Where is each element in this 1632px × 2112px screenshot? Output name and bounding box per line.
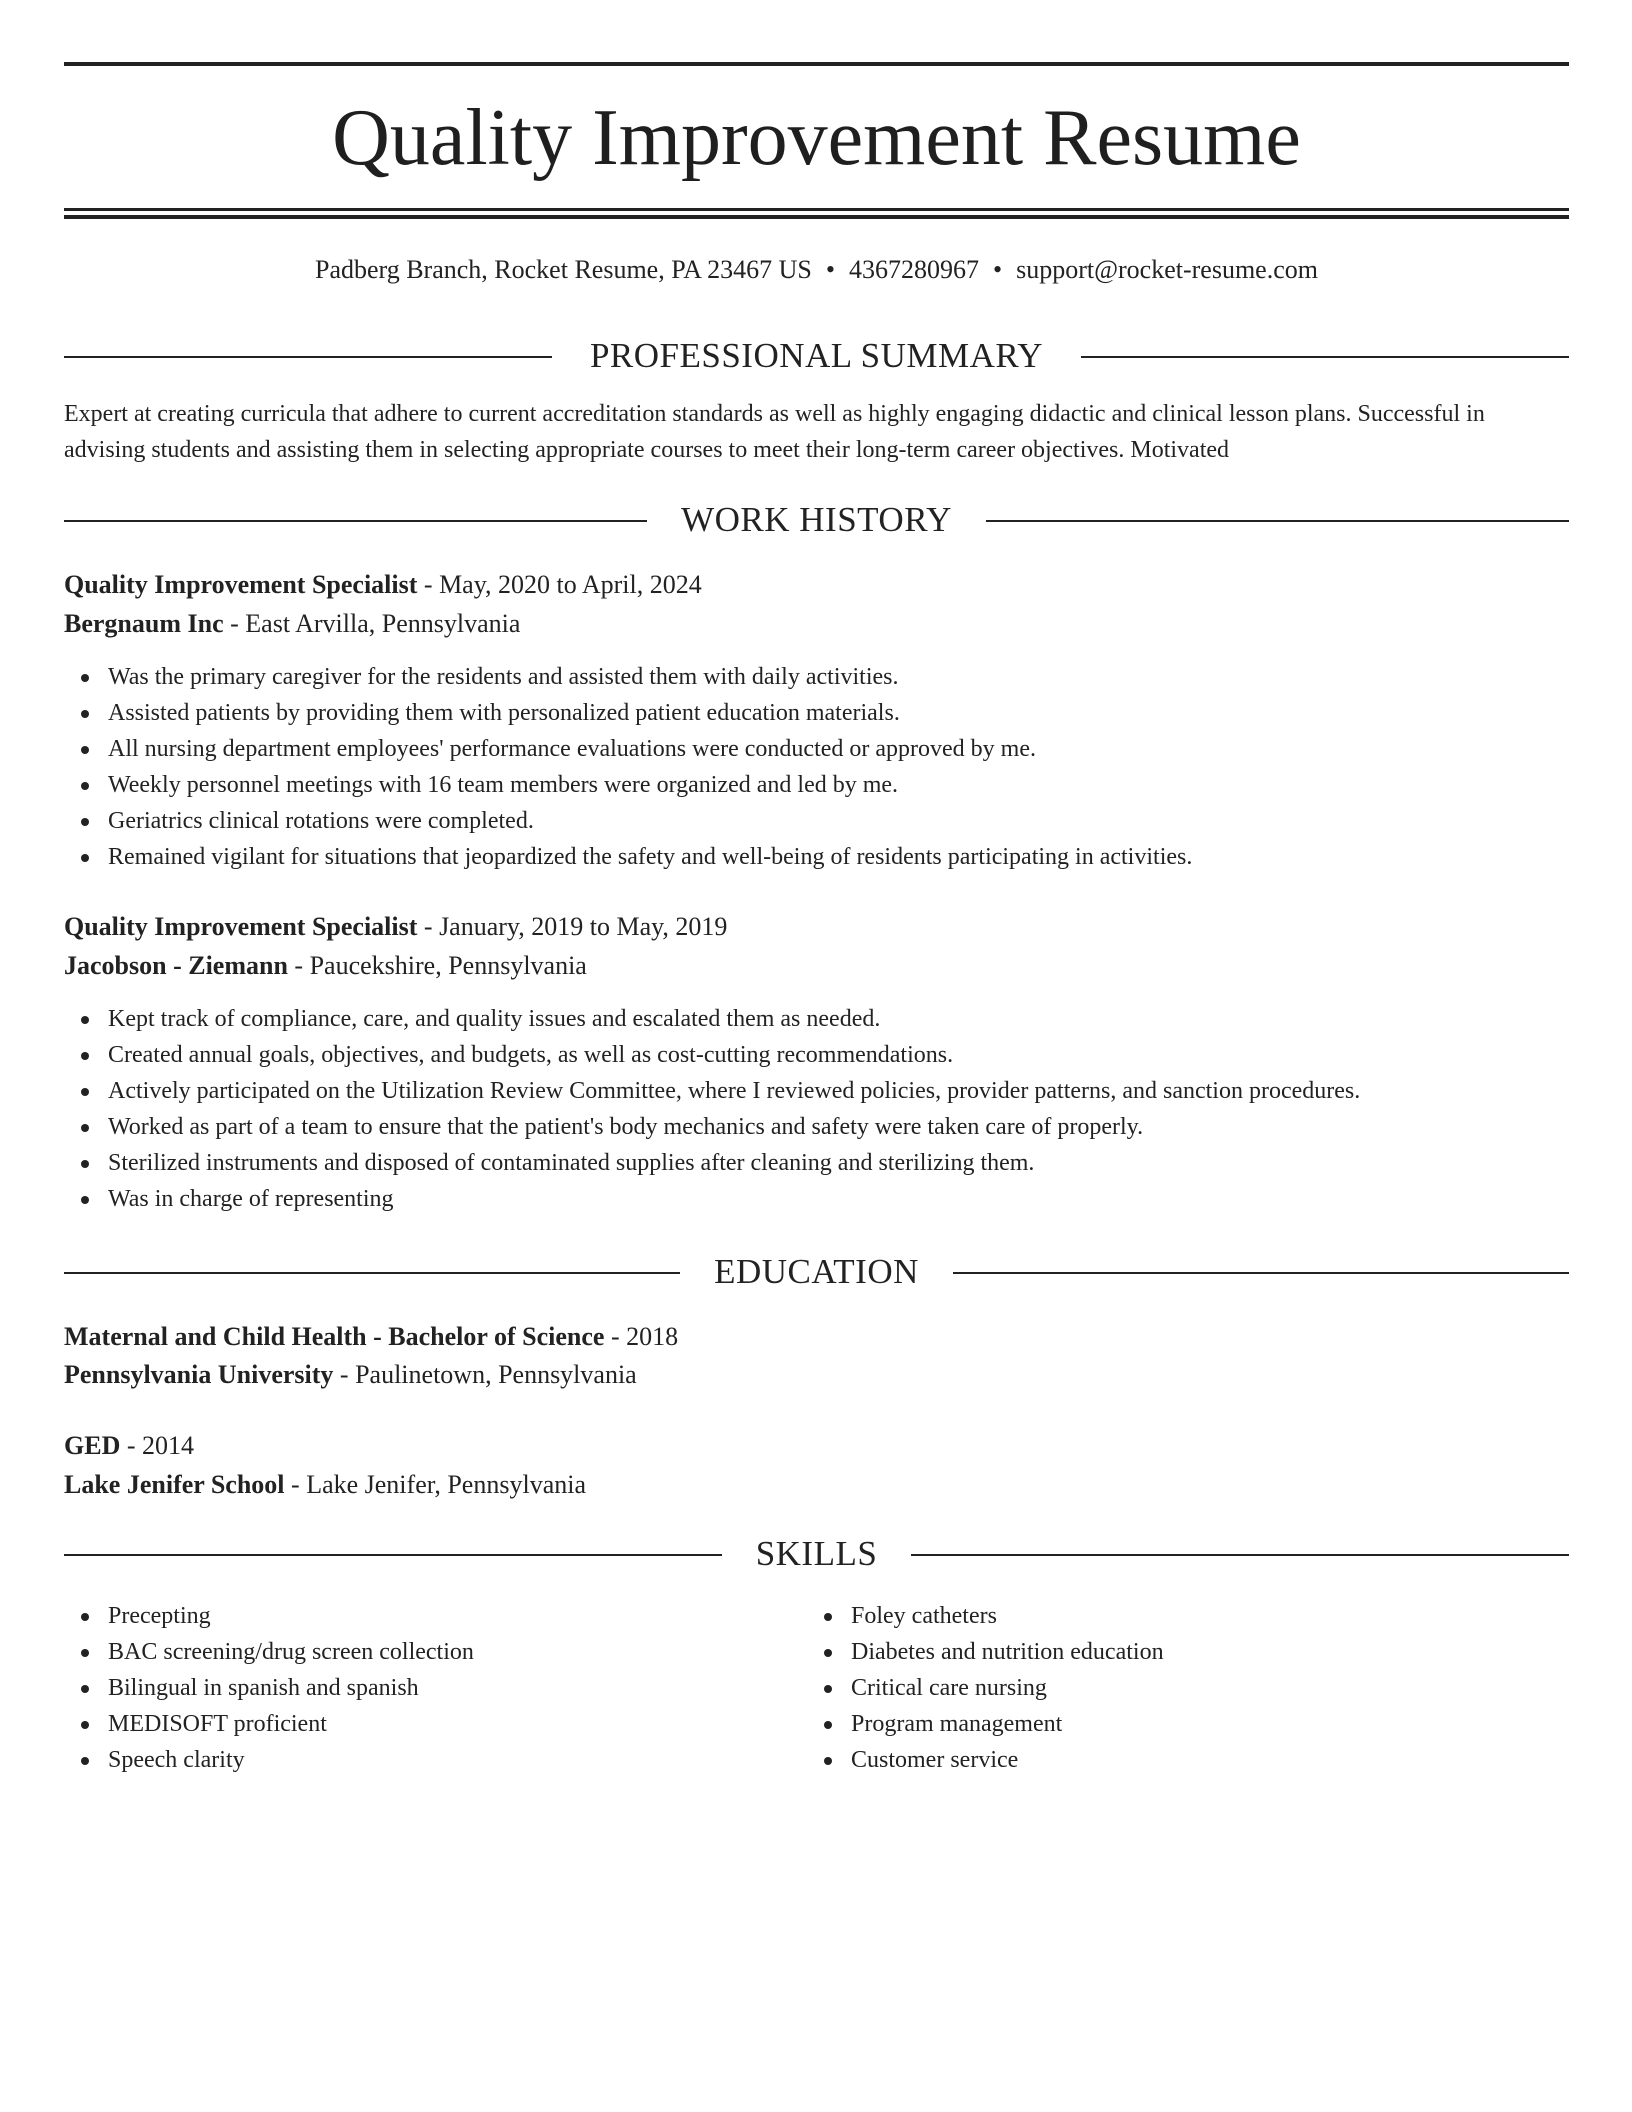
skills-list-right: [807, 1598, 1164, 1778]
bullet-dot: [81, 1649, 89, 1657]
bullet-dot: [81, 1124, 89, 1132]
bullet-dot: [81, 1160, 89, 1168]
bullet-dot: [81, 1721, 89, 1729]
job-bullets: [64, 1001, 1360, 1217]
list-item: Worked as part of a team to ensure that the patient's body mechanics and safety were taken care of properly.: [64, 1109, 1360, 1145]
education-school-line: [64, 1356, 637, 1394]
job-title-line: [64, 908, 727, 946]
list-item: Created annual goals, objectives, and budgets, as well as cost-cutting recommendations.: [64, 1037, 1360, 1073]
bullet-dot: [81, 1613, 89, 1621]
section-title: PROFESSIONAL SUMMARY: [589, 336, 1044, 375]
list-item: Bilingual in spanish and spanish: [64, 1670, 474, 1706]
education-year: - 2018: [604, 1322, 679, 1351]
education-location: - Paulinetown, Pennsylvania: [333, 1360, 637, 1389]
page-title: Quality Improvement Resume: [332, 94, 1301, 182]
list-item: Diabetes and nutrition education: [807, 1634, 1164, 1670]
title-rule-bottom-thick: [64, 215, 1569, 219]
job-company: Jacobson - Ziemann: [64, 951, 288, 980]
list-item: Geriatrics clinical rotations were completed.: [64, 803, 1192, 839]
contact-address: Padberg Branch, Rocket Resume, PA 23467 US: [314, 255, 812, 284]
bullet-dot: [81, 1088, 89, 1096]
section-title: WORK HISTORY: [681, 500, 952, 539]
contact-line: [64, 252, 1569, 288]
bullet-dot: [81, 1757, 89, 1765]
bullet-dot: [81, 710, 89, 718]
list-item: Precepting: [64, 1598, 474, 1634]
list-item: Speech clarity: [64, 1742, 474, 1778]
list-item: Assisted patients by providing them with personalized patient education materials.: [64, 695, 1192, 731]
bullet-dot: [81, 1196, 89, 1204]
job-title-line: [64, 566, 702, 604]
title-rule-top: [64, 62, 1569, 66]
bullet-dot: [81, 674, 89, 682]
bullet-dot: [81, 854, 89, 862]
list-item: Kept track of compliance, care, and quality issues and escalated them as needed.: [64, 1001, 1360, 1037]
title-rule-bottom-thin: [64, 208, 1569, 211]
bullet-dot: [81, 782, 89, 790]
job-company: Bergnaum Inc: [64, 609, 224, 638]
education-year: - 2014: [120, 1431, 195, 1460]
section-heading-summary: [64, 333, 1569, 379]
job-dates: - January, 2019 to May, 2019: [417, 912, 728, 941]
list-item: Sterilized instruments and disposed of contaminated supplies after cleaning and sterilizing them.: [64, 1145, 1360, 1181]
list-item: Was the primary caregiver for the residents and assisted them with daily activities.: [64, 659, 1192, 695]
list-item: Remained vigilant for situations that jeopardized the safety and well-being of residents participating in activities.: [64, 839, 1192, 875]
bullet-dot: [81, 1685, 89, 1693]
list-item: Critical care nursing: [807, 1670, 1164, 1706]
section-heading-skills: [64, 1531, 1569, 1577]
bullet-dot: [824, 1757, 832, 1765]
list-item: Customer service: [807, 1742, 1164, 1778]
bullet-dot: [824, 1721, 832, 1729]
education-school: Pennsylvania University: [64, 1360, 334, 1389]
education-school-line: [64, 1466, 586, 1504]
contact-separator: •: [825, 255, 835, 284]
list-item: BAC screening/drug screen collection: [64, 1634, 474, 1670]
section-heading-work: [64, 497, 1569, 543]
job-bullets: [64, 659, 1192, 875]
education-degree-line: [64, 1318, 678, 1356]
list-item: Actively participated on the Utilization Review Committee, where I reviewed policies, provider patterns, and sanction procedures.: [64, 1073, 1360, 1109]
bullet-dot: [824, 1649, 832, 1657]
list-item: All nursing department employees' performance evaluations were conducted or approved by me.: [64, 731, 1192, 767]
education-degree: Maternal and Child Health - Bachelor of Science: [64, 1322, 605, 1351]
job-company-line: [64, 605, 520, 643]
bullet-dot: [81, 1052, 89, 1060]
section-title: EDUCATION: [714, 1252, 919, 1291]
job-company-line: [64, 947, 587, 985]
education-location: - Lake Jenifer, Pennsylvania: [284, 1470, 586, 1499]
job-location: - East Arvilla, Pennsylvania: [223, 609, 521, 638]
job-title: Quality Improvement Specialist: [64, 912, 418, 941]
bullet-dot: [81, 746, 89, 754]
bullet-dot: [824, 1613, 832, 1621]
list-item: Program management: [807, 1706, 1164, 1742]
section-title: SKILLS: [755, 1534, 878, 1573]
list-item: Was in charge of representing: [64, 1181, 1360, 1217]
bullet-dot: [81, 818, 89, 826]
education-degree: GED: [64, 1431, 121, 1460]
list-item: Weekly personnel meetings with 16 team members were organized and led by me.: [64, 767, 1192, 803]
list-item: MEDISOFT proficient: [64, 1706, 474, 1742]
bullet-dot: [81, 1016, 89, 1024]
job-dates: - May, 2020 to April, 2024: [417, 570, 702, 599]
job-location: - Paucekshire, Pennsylvania: [287, 951, 587, 980]
summary-text: Expert at creating curricula that adhere to current accreditation standards as well as highly engaging didactic and clinical lesson plans. Successful in advising students and assisting them in selecting appropriate courses to meet their long-term career objectives. Motivated: [64, 401, 1485, 463]
contact-email: support@rocket-resume.com: [1016, 255, 1318, 284]
list-item: Foley catheters: [807, 1598, 1164, 1634]
skills-list-left: [64, 1598, 474, 1778]
job-title: Quality Improvement Specialist: [64, 570, 418, 599]
bullet-dot: [824, 1685, 832, 1693]
section-heading-education: [64, 1249, 1569, 1295]
education-school: Lake Jenifer School: [64, 1470, 285, 1499]
education-degree-line: [64, 1427, 194, 1465]
contact-separator: •: [992, 255, 1003, 284]
contact-phone: 4367280967: [848, 255, 979, 284]
